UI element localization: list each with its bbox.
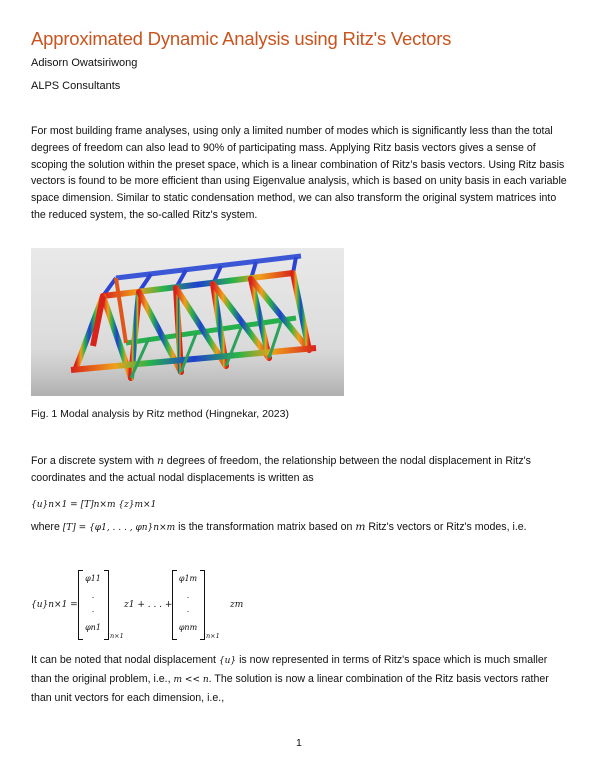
para2-line1 [31, 455, 531, 467]
para2-text-a: For a discrete system with [31, 455, 157, 467]
figure-caption: Fig. 1 Modal analysis by Ritz method (Hingnekar, 2023) [31, 408, 289, 420]
vector1-dot-1: . [91, 591, 95, 600]
eq2-z1-term: z1 + . . . + [124, 600, 173, 610]
where-equation: [T] = {φ1, . . . , φn}n×m [62, 523, 176, 533]
para2-text-b: degrees of freedom, the relationship between the nodal displacement in Ritz's [163, 455, 531, 467]
intro-paragraph: For most building frame analyses, using only a limited number of modes which is significantly less than the total degrees of freedom can also lead to 90% of participating mass. Applying Ritz basis vectors gives a sense of scoping the solution within the preset space, which is a linear combination of Ritz’s basis vectors. Using Ritz basis vectors is found to be more efficient than using Eigenvalue analysis, which is based on unity basis in each variable space dimension. Similar to static condensation method, we can also transform the original system matrices into the reduced system, the so-called Ritz's system. [31, 125, 567, 221]
para3-text-b: is now represented in terms of Ritz's space which is much smaller [236, 654, 548, 666]
vector2-right-bracket [200, 570, 205, 640]
where-text-b: is the transformation matrix based on [175, 521, 356, 533]
vector1-right-bracket [104, 570, 109, 640]
para3-text-d: . The solution is now a linear combination of the Ritz basis vectors rather [208, 673, 549, 685]
vector2-dot-2: . [186, 605, 190, 614]
vector1-size: n×1 [110, 632, 124, 640]
var-n: n [156, 455, 164, 467]
where-text-c: Ritz's vectors or Ritz's modes, i.e. [365, 521, 527, 533]
vector1-top-entry: φ11 [85, 574, 101, 583]
page-number: 1 [296, 737, 302, 749]
where-text-a: where [31, 521, 63, 533]
var-u: {u} [218, 656, 237, 666]
vector2-bottom-entry: φnm [178, 623, 198, 632]
author-affiliation: ALPS Consultants [31, 80, 121, 92]
para3-text-c: than the original problem, i.e., [31, 673, 174, 685]
para3-line3: than unit vectors for each dimension, i.e., [31, 692, 225, 704]
var-m: m [355, 521, 366, 533]
vector2-size: n×1 [206, 632, 220, 640]
paper-title: Approximated Dynamic Analysis using Ritz's Vectors [31, 28, 452, 49]
vector1-dot-2: . [91, 605, 95, 614]
equation-1 [31, 499, 156, 510]
eq2-zm-term: zm [230, 600, 244, 610]
figure-truss-modal-analysis [31, 248, 344, 396]
vector2-dot-1: . [186, 591, 190, 600]
para3-line1 [31, 654, 547, 666]
truss-bridge-render [31, 248, 344, 396]
author-name: Adisorn Owatsiriwong [31, 57, 138, 69]
equation-1-text: {u}n×1 = [T]n×m {z}m×1 [31, 500, 157, 510]
para3-line2 [31, 673, 549, 685]
inequality-m-n: m << n [173, 675, 209, 685]
where-line [31, 521, 527, 533]
vector1-bottom-entry: φn1 [85, 623, 101, 632]
para3-text-a: It can be noted that nodal displacement [31, 654, 219, 666]
eq2-lhs: {u}n×1 = [31, 600, 78, 610]
vector2-top-entry: φ1m [178, 574, 198, 583]
para2-line2: coordinates and the actual nodal displacements is written as [31, 472, 314, 484]
